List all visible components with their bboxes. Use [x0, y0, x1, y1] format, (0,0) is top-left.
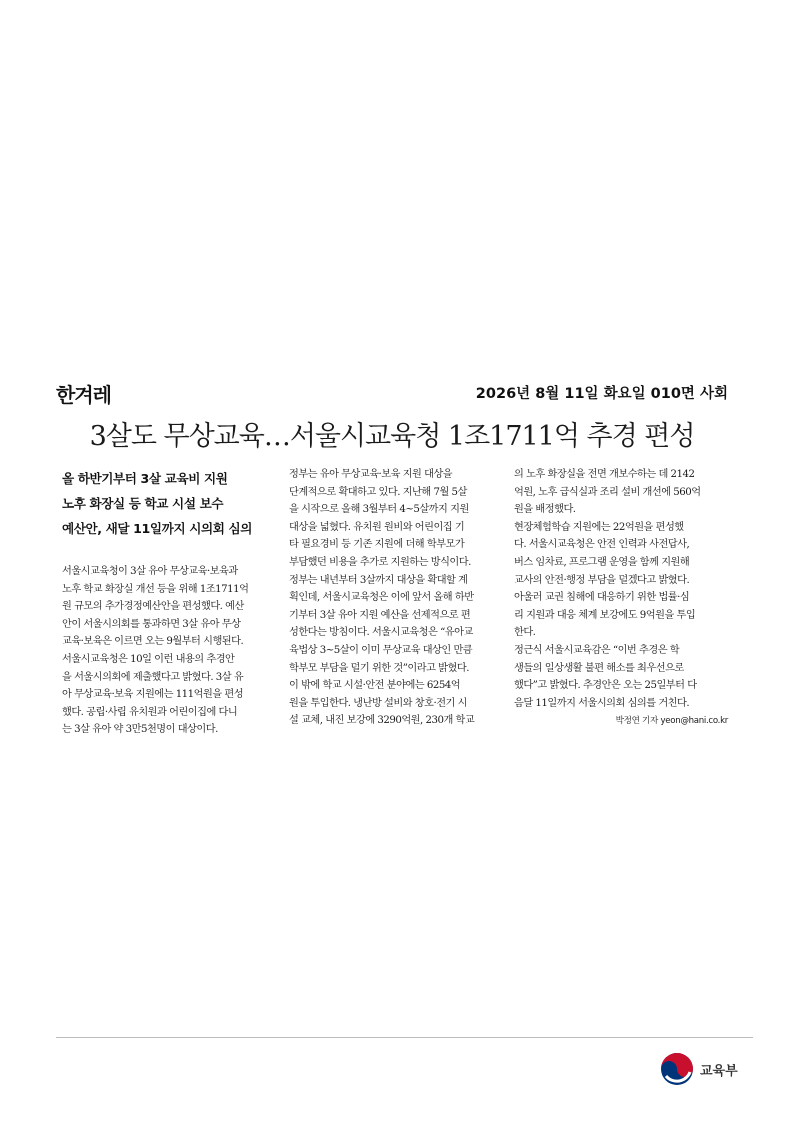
body-text	[514, 466, 728, 712]
body-text	[289, 466, 497, 730]
body-line: 현장체험학습 지원에는 22억원을 편성했	[514, 521, 684, 533]
newspaper-logo: 한겨레	[56, 383, 111, 407]
body-line: 단계적으로 확대하고 있다. 지난해 7월 5살	[289, 486, 467, 498]
body-line: 안이 서울시의회를 통과하면 3살 유아 무상	[62, 618, 241, 630]
body-line: 기부터 3살 유아 지원 예산을 선제적으로 편	[289, 609, 471, 621]
body-line: 교육·보육은 이르면 오는 9월부터 시행된다.	[62, 636, 244, 648]
body-line: 아울러 교권 침해에 대응하기 위한 법률·심	[514, 592, 690, 604]
body-line: 의 노후 화장실을 전면 개보수하는 데 2142	[514, 469, 695, 480]
article-column-2	[289, 466, 497, 730]
body-line: 는 3살 유아 약 3만5천명이 대상이다.	[62, 724, 218, 736]
article-column-1	[62, 466, 270, 739]
masthead	[56, 379, 728, 405]
body-line: 성한다는 방침이다. 서울시교육청은 “유아교	[289, 627, 473, 639]
body-line: 을 시작으로 올해 3월부터 4~5살까지 지원	[289, 504, 469, 516]
body-line: 했다”고 밝혔다. 추경안은 오는 25일부터 다	[514, 680, 697, 692]
body-line: 부담했던 비용을 추가로 지원하는 방식이다.	[289, 556, 471, 568]
dateline: 2026년 8월 11일 화요일 010면 사회	[475, 386, 728, 402]
body-line: 억원, 노후 급식실과 조리 설비 개선에 560억	[514, 486, 701, 498]
body-line: 학부모 부담을 덜기 위한 것”이라고 밝혔다.	[289, 662, 469, 674]
body-line: 서울시교육청은 10일 이런 내용의 추경안	[62, 653, 235, 665]
body-line: 을 서울시의회에 제출했다고 밝혔다. 3살 유	[62, 671, 244, 683]
body-line: 정부는 유아 무상교육·보육 지원 대상을	[289, 469, 453, 480]
body-line: 생들의 일상생활 불편 해소를 최우선으로	[514, 662, 684, 674]
body-line: 노후 학교 화장실 개선 등을 위해 1조1711억	[62, 583, 249, 595]
body-line: 정부는 내년부터 3살까지 대상을 확대할 계	[289, 574, 468, 586]
ministry-label: 교육부	[700, 1064, 738, 1079]
ministry-logo	[660, 1050, 760, 1090]
body-line: 타 필요경비 등 기존 지원에 더해 학부모가	[289, 539, 465, 551]
body-line: 원을 투입한다. 냉난방 설비와 창호·전기 시	[289, 697, 467, 709]
body-line: 대상을 넓혔다. 유치원 원비와 어린이집 기	[289, 521, 465, 533]
article-subheads	[62, 466, 270, 541]
body-line: 획인데, 서울시교육청은 이에 앞서 올해 하반	[289, 592, 474, 604]
body-text	[62, 563, 270, 739]
body-line: 원을 배정했다.	[514, 504, 576, 516]
body-line: 서울시교육청이 3살 유아 무상교육·보육과	[62, 566, 238, 577]
body-line: 리 지원과 대응 체계 보강에도 9억원을 투입	[514, 609, 696, 621]
body-line: 설 교체, 내진 보강에 3290억원, 230개 학교	[289, 715, 475, 727]
article-headline: 3살도 무상교육…서울시교육청 1조1711억 추경 편성	[89, 421, 695, 452]
subhead-line: 올 하반기부터 3살 교육비 지원	[62, 471, 228, 486]
body-line: 육법상 3~5살이 이미 무상교육 대상인 만큼	[289, 644, 473, 656]
taegeuk-icon	[660, 1052, 694, 1086]
byline: 박정연 기자 yeon@hani.co.kr	[615, 716, 728, 727]
body-line: 이 밖에 학교 시설·안전 분야에는 6254억	[289, 680, 461, 692]
body-line: 한다.	[514, 627, 536, 639]
subhead-line: 예산안, 새달 11일까지 시의회 심의	[62, 521, 252, 536]
body-line: 음달 11일까지 서울시의회 심의를 거친다.	[514, 697, 690, 709]
article-column-3	[514, 466, 728, 726]
body-line: 아 무상교육·보육 지원에는 111억원을 편성	[62, 689, 244, 701]
body-line: 원 규모의 추가경정예산안을 편성했다. 예산	[62, 601, 244, 613]
subhead-line: 노후 화장실 등 학교 시설 보수	[62, 496, 224, 511]
body-line: 했다. 공립·사립 유치원과 어린이집에 다니	[62, 706, 238, 718]
body-line: 다. 서울시교육청은 안전 인력과 사전답사,	[514, 539, 690, 551]
body-line: 정근식 서울시교육감은 “이번 추경은 학	[514, 644, 680, 656]
footer-divider	[56, 1037, 753, 1038]
body-line: 교사의 안전·행정 부담을 덜겠다고 밝혔다.	[514, 574, 690, 586]
body-line: 버스 임차료, 프로그램 운영을 함께 지원해	[514, 556, 690, 568]
